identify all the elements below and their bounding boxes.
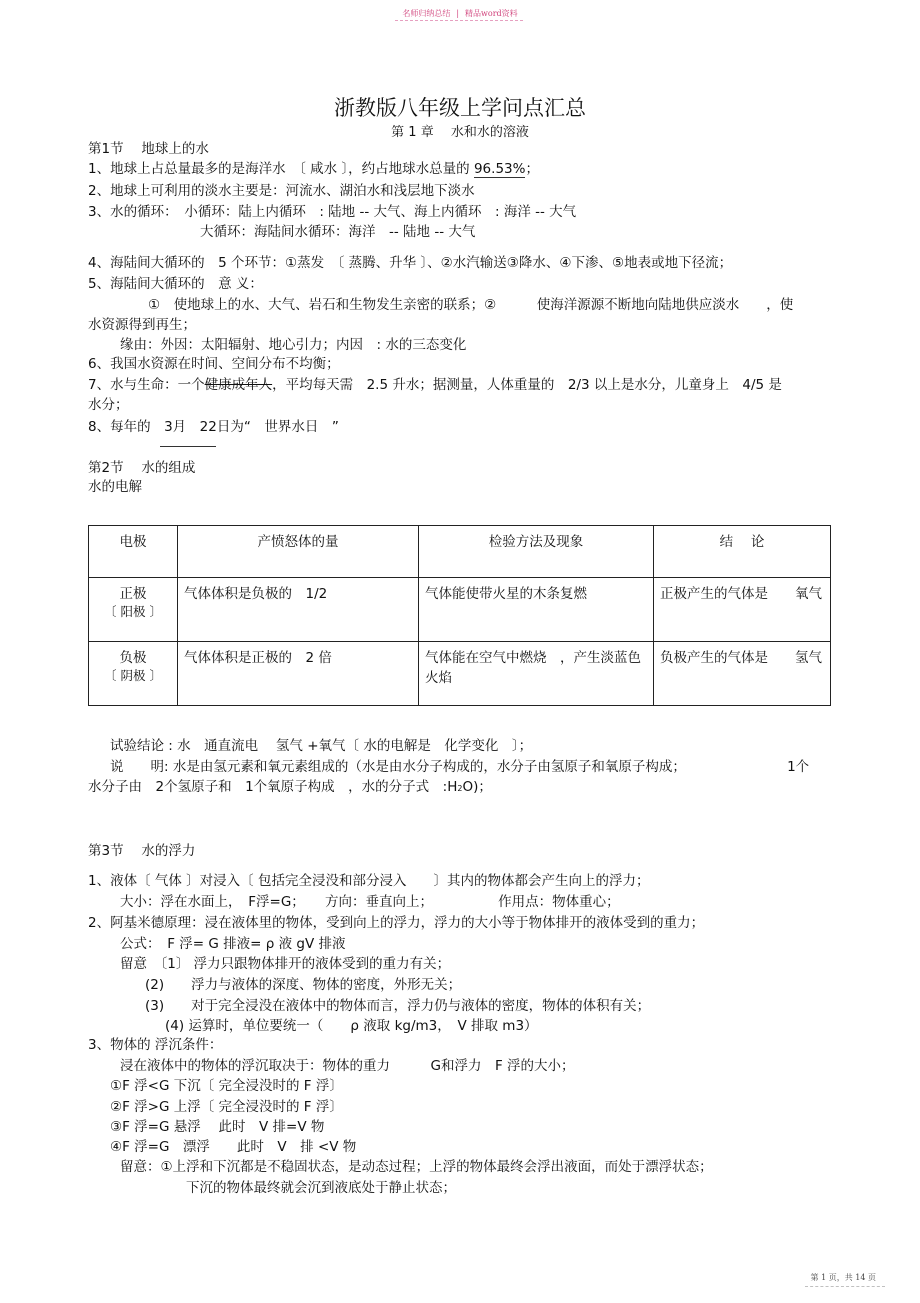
row2-test: 气体能在空气中燃烧 ，产生淡蓝色火焰: [419, 642, 654, 706]
s3-note2: (2) 浮力与液体的深度、物体的密度，外形无关；: [145, 977, 462, 993]
s3-cond3: ③F 浮=G 悬浮 此时 V 排=V 物: [110, 1119, 325, 1135]
s1-line8: 8、每年的 3月 22日为“ 世界水日 ”: [88, 419, 339, 435]
s3-note4: (4) 运算时，单位要统一（ ρ 液取 kg/m3， V 排取 m3）: [165, 1018, 538, 1034]
s1-line1-end: ；: [525, 161, 539, 177]
s2-explain1: 说 明: 水是由氢元素和氧元素组成的（水是由水分子构成的，水分子由氢原子和氧原子构成； 1个: [110, 759, 810, 775]
header-right: 精品word资料: [465, 9, 518, 18]
s1-line8-underline: [160, 446, 216, 447]
section2-heading: 第2节 水的组成: [88, 460, 196, 476]
row2-amount: 气体体积是正极的 2 倍: [178, 642, 419, 706]
s3-caution2: 下沉的物体最终就会沉到液底处于静止状态；: [186, 1180, 456, 1196]
row1-electrode-alt: 〔 阳极 〕: [104, 604, 162, 619]
s1-line5c: 缘由：外因：太阳辐射、地心引力；内因 : 水的三态变化: [120, 337, 467, 353]
s1-line2: 2、地球上可利用的淡水主要是：河流水、湖泊水和浅层地下淡水: [88, 183, 475, 199]
s3-line1: 1、液体〔 气体 〕对浸入〔 包括完全浸没和部分浸入 〕其内的物体都会产生向上的浮力；: [88, 873, 650, 889]
s1-line5b: 水资源得到再生；: [88, 317, 196, 333]
header-divider: [395, 20, 523, 21]
section3-heading: 第3节 水的浮力: [88, 843, 196, 859]
table-header-row: [89, 526, 831, 578]
row1-electrode: [89, 578, 178, 642]
s3-formula: 公式： F 浮= G 排液= ρ 液 gV 排液: [120, 936, 346, 952]
s1-line3b: 大循环：海陆间水循环：海洋 -- 陆地 -- 大气: [200, 224, 476, 240]
s2-explain2: [88, 778, 492, 798]
s1-line7-c: ，平均每天需 2.5 升水；据测量，人体重量的 2/3 以上是水分，儿童身上 4/5 是: [272, 377, 782, 393]
row1-conclusion: 正极产生的气体是 氧气: [654, 578, 831, 642]
row1-amount: 气体体积是负极的 1/2: [178, 578, 419, 642]
s3-line3a: 浸在液体中的物体的浮沉取决于：物体的重力 G和浮力 F 浮的大小；: [120, 1058, 575, 1074]
s1-line7: [88, 376, 782, 394]
s1-line7d: 水分；: [88, 397, 129, 413]
s1-line6: 6、我国水资源在时间、空间分布不均衡；: [88, 356, 340, 372]
s2-explain2-a: 水分子由 2个氢原子和 1个氧原子构成 ，水的分子式 :H: [88, 779, 458, 795]
page-header: 名师归纳总结 | 精品word资料: [402, 9, 518, 18]
electrolysis-table: [88, 525, 831, 706]
chapter-title: 第 1 章 水和水的溶液: [391, 125, 529, 140]
s1-line1-text: 1、地球上占总量最多的是海洋水 〔 咸水 〕，约占地球水总量的: [88, 161, 470, 177]
page-footer: 第 1 页，共 14 页: [810, 1273, 876, 1282]
s3-line1b: 大小：浮在水面上， F浮=G； 方向：垂直向上； 作用点：物体重心；: [120, 894, 620, 910]
row1-electrode-name: 正极: [119, 586, 147, 602]
row2-electrode: [89, 642, 178, 706]
table-row: [89, 642, 831, 706]
row2-electrode-alt: 〔 阴极 〕: [104, 668, 162, 683]
s1-line7-b: 健康成年人: [204, 377, 273, 393]
section1-heading: 第1节 地球上的水: [88, 141, 209, 157]
th-test: 检验方法及现象: [419, 526, 654, 578]
th-amount: 产愤怒体的量: [178, 526, 419, 578]
th-conclusion: 结 论: [654, 526, 831, 578]
s2-conclusion: 试验结论 : 水 通直流电 氢气 +氧气〔 水的电解是 化学变化 〕；: [110, 738, 533, 754]
s3-cond4: ④F 浮=G 漂浮 此时 V 排 <V 物: [110, 1139, 357, 1155]
document-title: 浙教版八年级上学问点汇总: [334, 96, 586, 120]
s2-explain2-c: O)；: [462, 779, 492, 795]
s3-note1: 留意 〔1〕 浮力只跟物体排开的液体受到的重力有关；: [120, 956, 451, 972]
s3-note3: (3) 对于完全浸没在液体中的物体而言，浮力仍与液体的密度，物体的体积有关；: [145, 998, 651, 1014]
th-electrode: 电极: [89, 526, 178, 578]
row1-test: 气体能使带火星的木条复燃: [419, 578, 654, 642]
s1-line7-a: 7、水与生命：一个: [88, 377, 205, 393]
row2-electrode-name: 负极: [119, 650, 147, 666]
s2-subheading: 水的电解: [88, 479, 142, 495]
table-row: [89, 578, 831, 642]
s3-line3: 3、物体的 浮沉条件：: [88, 1037, 223, 1053]
footer-divider: [805, 1286, 885, 1287]
s3-caution1: 留意：①上浮和下沉都是不稳固状态，是动态过程；上浮的物体最终会浮出液面，而处于漂浮状态；: [120, 1159, 713, 1175]
s3-cond1: ①F 浮<G 下沉〔 完全浸没时的 F 浮〕: [110, 1078, 343, 1094]
s1-line5a: ① 使地球上的水、大气、岩石和生物发生亲密的联系；② 使海洋源源不断地向陆地供应淡水 ，使: [148, 297, 794, 313]
s3-cond2: ②F 浮>G 上浮〔 完全浸没时的 F 浮〕: [110, 1099, 343, 1115]
s1-line4: 4、海陆间大循环的 5 个环节：①蒸发 〔 蒸腾、升华 〕、②水汽输送③降水、④下渗、⑤地表或地下径流；: [88, 255, 733, 271]
row2-conclusion: 负极产生的气体是 氢气: [654, 642, 831, 706]
s1-line3: 3、水的循环： 小循环：陆上内循环 : 陆地 -- 大气、海上内循环 : 海洋 -- 大气: [88, 204, 577, 220]
s1-line1-value: 96.53%: [473, 161, 526, 177]
s3-line2: 2、阿基米德原理：浸在液体里的物体，受到向上的浮力，浮力的大小等于物体排开的液体受到的重力；: [88, 915, 705, 931]
s2-explain2-sub: 2: [457, 784, 463, 793]
header-left: 名师归纳总结: [402, 9, 451, 18]
s1-line1: [88, 160, 539, 178]
s1-line5: 5、海陆间大循环的 意 义：: [88, 276, 263, 292]
